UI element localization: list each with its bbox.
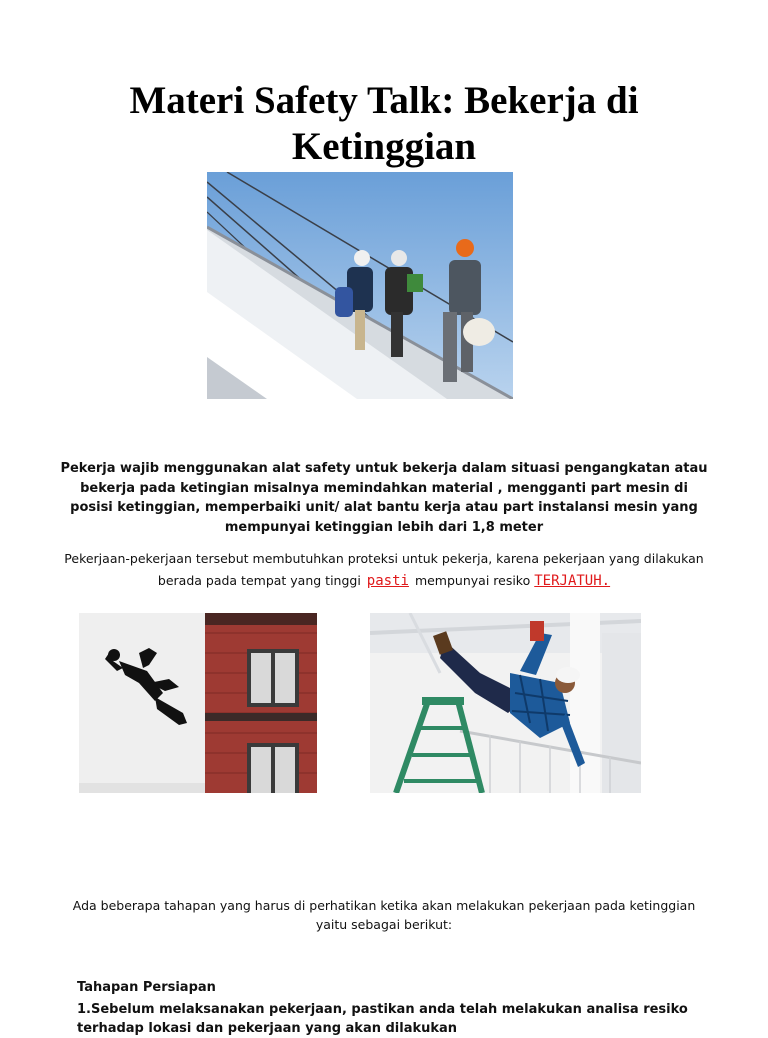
falling-from-building-illustration [79, 613, 317, 793]
intro-paragraph: Pekerja wajib menggunakan alat safety untuk bekerja dalam situasi pengangkatan atau bekerja pada ketingian misalnya memindahkan material , mengganti part mesin di posisi ketinggian, memperbaiki unit/ alat bantu kerja atau part instalansi mesin yang mempunyai ketinggian lebih dari 1,8 meter [60, 461, 708, 535]
worker-falling-from-ladder-photo [370, 613, 641, 793]
workers-rope-access-photo [207, 172, 513, 399]
risk-paragraph [60, 548, 708, 592]
annotation-pasti: pasti [366, 573, 409, 589]
section-heading: Tahapan Persiapan [77, 980, 216, 995]
step-1: 1.Sebelum melaksanakan pekerjaan, pastikan anda telah melakukan analisa resiko terhadap lokasi dan pekerjaan yang akan dilakukan [77, 1002, 688, 1036]
risk-text-part1: Pekerjaan-pekerjaan tersebut membutuhkan proteksi untuk pekerja, karena pekerjaan yang dilakukan berada pada tempat yang tinggi [64, 551, 704, 588]
annotation-terjatuh: TERJATUH. [534, 573, 611, 589]
page-title: Materi Safety Talk: Bekerja di Ketinggian [129, 79, 639, 168]
risk-text-part2: mempunyai resiko [414, 573, 531, 588]
steps-intro-paragraph: Ada beberapa tahapan yang harus di perhatikan ketika akan melakukan pekerjaan pada ketinggian yaitu sebagai berikut: [72, 898, 696, 932]
